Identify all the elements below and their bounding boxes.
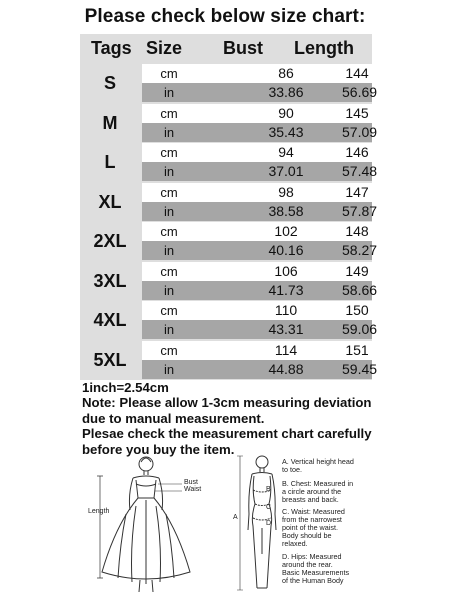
note-line: 1inch=2.54cm — [82, 380, 169, 395]
bust-value: 44.88 — [268, 360, 304, 377]
length-value: 56.69 — [342, 84, 378, 100]
bust-value: 35.43 — [268, 123, 304, 140]
size-group — [80, 143, 378, 181]
measurement-row-in — [142, 320, 378, 339]
body-note-b — [282, 480, 353, 504]
header-bust: Bust — [223, 38, 263, 58]
bust-value: 86 — [278, 65, 294, 81]
measurement-row-cm — [142, 301, 372, 320]
note-line: due to manual measurement. — [82, 410, 265, 426]
body-note-line: point of the waist. — [282, 523, 338, 532]
note-line: before you buy the item. — [82, 441, 235, 457]
note-line: Plesae check the measurement chart carefully — [82, 426, 372, 442]
body-note-c — [282, 508, 345, 548]
measurement-row-cm — [142, 183, 372, 202]
unit-label: in — [163, 124, 175, 140]
bust-value: 90 — [278, 104, 294, 121]
size-tag: 3XL — [93, 270, 127, 291]
bust-value: 33.86 — [268, 84, 304, 100]
unit-label: in — [163, 243, 175, 258]
size-chart-title: Please check below size chart: — [84, 6, 366, 27]
size-group — [80, 222, 378, 260]
body-note-line: of the Human Body — [282, 576, 344, 585]
measurement-row-in — [142, 123, 378, 142]
unit-label: cm — [160, 224, 178, 239]
size-tag: S — [103, 73, 116, 93]
bust-value: 41.73 — [268, 281, 304, 298]
measurement-row-cm — [142, 262, 372, 281]
length-value: 151 — [345, 341, 369, 358]
bust-value: 98 — [278, 183, 294, 200]
unit-label: cm — [160, 303, 178, 318]
size-tag: 2XL — [93, 231, 127, 251]
bust-value: 102 — [274, 223, 298, 239]
bust-value: 110 — [274, 302, 298, 318]
unit-label: in — [163, 361, 175, 377]
measurement-row-in — [142, 360, 378, 379]
size-tag: M — [102, 112, 118, 133]
body-note-d — [282, 553, 349, 585]
body-note-line: a circle around the — [282, 487, 342, 496]
header-tags: Tags — [91, 38, 132, 58]
length-value: 149 — [345, 262, 369, 279]
length-value: 59.06 — [342, 321, 378, 337]
measurement-row-cm — [142, 222, 372, 241]
measurement-row-in — [142, 281, 378, 300]
bust-value: 43.31 — [268, 321, 304, 337]
size-chart-table — [80, 34, 378, 380]
size-group — [80, 301, 378, 339]
length-value: 58.66 — [342, 281, 378, 298]
body-letter-c: C — [266, 504, 272, 511]
unit-label: cm — [160, 342, 178, 358]
bust-value: 106 — [274, 262, 298, 279]
size-group — [80, 262, 378, 300]
length-value: 148 — [345, 223, 369, 239]
length-value: 147 — [345, 183, 369, 200]
size-tag: 5XL — [93, 349, 127, 370]
body-letter-a: A — [233, 514, 238, 521]
body-note-line: from the narrowest — [282, 515, 342, 524]
body-letter-b: B — [266, 486, 271, 493]
measurement-row-in — [142, 162, 378, 181]
body-note-line: relaxed. — [282, 539, 308, 548]
size-tag: L — [104, 152, 116, 172]
length-value: 146 — [345, 144, 369, 160]
bust-value: 37.01 — [268, 163, 304, 179]
body-note-a — [282, 458, 354, 474]
body-note-line: Body should be — [282, 531, 332, 540]
unit-label: cm — [160, 145, 178, 160]
size-group — [80, 341, 378, 379]
bust-value: 114 — [274, 341, 298, 358]
body-note-line: around the rear. — [282, 560, 333, 569]
length-value: 145 — [345, 104, 369, 121]
length-value: 58.27 — [342, 242, 378, 258]
body-diagram — [234, 452, 284, 596]
body-note-line: A. Vertical height head — [282, 457, 354, 466]
measurement-row-cm — [142, 104, 372, 123]
length-value: 150 — [345, 302, 369, 318]
bust-value: 94 — [278, 144, 294, 160]
unit-label: cm — [160, 105, 178, 121]
header-size: Size — [146, 38, 183, 58]
unit-label: cm — [160, 184, 178, 200]
measurement-row-cm — [142, 143, 372, 162]
measurement-row-in — [142, 202, 378, 221]
unit-label: in — [163, 203, 175, 219]
length-value: 59.45 — [342, 360, 378, 377]
body-note-line: to toe. — [282, 465, 302, 474]
size-group — [80, 104, 378, 142]
unit-label: cm — [160, 263, 178, 279]
size-tag: XL — [98, 191, 122, 212]
body-note-line: breasts and back. — [282, 495, 339, 504]
length-label: Length — [88, 508, 110, 515]
length-value: 57.87 — [342, 202, 378, 219]
dress-diagram — [86, 454, 206, 594]
unit-label: in — [163, 282, 175, 298]
length-value: 144 — [345, 65, 369, 81]
body-note-line: B. Chest: Measured in — [282, 479, 354, 488]
unit-label: in — [163, 85, 175, 100]
size-group — [80, 64, 378, 102]
unit-label: in — [163, 322, 175, 337]
note-line: Note: Please allow 1-3cm measuring deviation — [82, 395, 372, 411]
length-value: 57.48 — [342, 163, 378, 179]
measurement-row-in — [142, 83, 378, 102]
length-value: 57.09 — [342, 123, 378, 140]
bust-label: Bust — [184, 479, 199, 486]
measurement-row-cm — [142, 64, 372, 83]
waist-label: Waist — [184, 486, 202, 493]
measurement-notes — [82, 380, 372, 457]
bust-value: 38.58 — [268, 202, 304, 219]
size-group — [80, 183, 378, 221]
measurement-row-cm — [142, 341, 372, 360]
body-letter-d: D — [266, 520, 272, 527]
measurement-row-in — [142, 241, 378, 260]
header-length: Length — [294, 38, 354, 58]
bust-value: 40.16 — [268, 242, 304, 258]
body-note-line: C. Waist: Measured — [282, 507, 345, 516]
unit-label: in — [163, 164, 175, 179]
body-note-line: Basic Measurements — [282, 568, 350, 577]
size-tag: 4XL — [93, 310, 127, 330]
body-note-line: D. Hips: Measured — [282, 552, 342, 561]
unit-label: cm — [160, 66, 178, 81]
